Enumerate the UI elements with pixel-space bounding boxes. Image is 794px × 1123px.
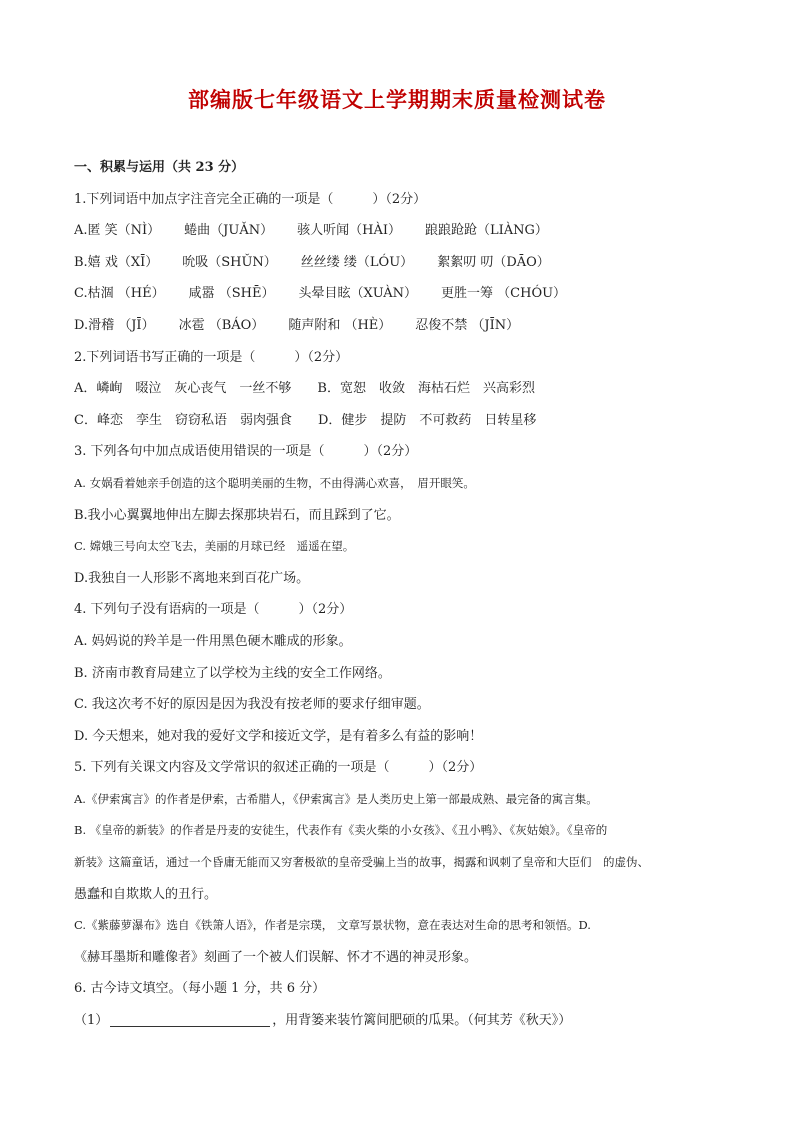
option-word: 忍俊不禁 （JĪN） xyxy=(415,317,520,333)
page-title: 部编版七年级语文上学期期末质量检测试卷 xyxy=(188,88,606,112)
option-word: 头晕目眩（XUÀN） xyxy=(298,286,418,302)
question-4-option-c: C. 我这次考不好的原因是因为我没有按老师的要求仔细审题。 xyxy=(74,697,430,713)
question-2-stem: 2.下列词语书写正确的一项是（ ）（2分） xyxy=(74,349,349,365)
question-4-option-d: D. 今天想来，她对我的爱好文学和接近文学，是有着多么有益的影响！ xyxy=(74,728,483,744)
question-4-option-b: B. 济南市教育局建立了以学校为主线的安全工作网络。 xyxy=(74,665,391,681)
question-5-option-a: A.《伊索寓言》的作者是伊索，古希腊人，《伊索寓言》是人类历史上第一部最成熟、最完备的寓言集。 xyxy=(74,791,598,806)
question-5-option-d: 《赫耳墨斯和雕像者》刻画了一个被人们误解、怀才不遇的神灵形象。 xyxy=(74,949,478,965)
question-5-option-c: C.《紫藤萝瀑布》选自《铁箫人语》，作者是宗璞， 文章写景状物，意在表达对生命的思考和领悟。D. xyxy=(74,918,591,933)
question-5-option-b-line1: B. 《皇帝的新装》的作者是丹麦的安徒生，代表作有《卖火柴的小女孩》、《丑小鸭》、《灰姑娘》。《皇帝的 xyxy=(74,823,608,838)
option-word: 随声附和 （HÈ） xyxy=(288,317,392,333)
option-word: A.匿 笑（NÌ） xyxy=(74,223,161,239)
question-1-option-c xyxy=(74,278,734,310)
fill-in-blank[interactable] xyxy=(110,1012,270,1027)
option-word: 冰雹 （BÁO） xyxy=(178,317,265,333)
question-2-options-ab: A．嶙峋 啜泣 灰心丧气 一丝不够 B．宽恕 收敛 海枯石烂 兴高彩烈 xyxy=(74,381,535,397)
option-word: 絮絮叨 叨（DĀO） xyxy=(437,254,550,270)
question-6-item-1 xyxy=(74,1005,734,1037)
question-2-options-cd: C．峰恋 孪生 窃窃私语 弱肉强食 D．健步 提防 不可救药 日转星移 xyxy=(74,412,537,428)
option-word: 蜷曲（JUǍN） xyxy=(184,223,274,239)
option-word: 吮吸（SHǓN） xyxy=(182,254,277,270)
question-6-stem: 6. 古今诗文填空。（每小题 1 分，共 6 分） xyxy=(74,981,326,997)
question-3-option-a: A. 女娲看着她亲手创造的这个聪明美丽的生物，不由得满心欢喜， 眉开眼笑。 xyxy=(74,475,475,490)
question-1-option-a xyxy=(74,215,734,247)
section-heading: 一、积累与运用（共 23 分） xyxy=(74,160,245,175)
question-1-option-b xyxy=(74,247,734,279)
question-5-option-b-line3: 愚蠢和自欺欺人的丑行。 xyxy=(74,886,218,902)
option-word: C.枯涸 （HÉ） xyxy=(74,286,165,302)
question-3-option-d: D.我独自一人形影不离地来到百花广场。 xyxy=(74,570,310,586)
item-number: （1） xyxy=(74,1013,109,1029)
question-1-stem: 1.下列词语中加点字注音完全正确的一项是（ ）（2分） xyxy=(74,191,427,207)
question-3-option-b: B.我小心翼翼地伸出左脚去探那块岩石，而且踩到了它。 xyxy=(74,507,400,523)
option-word: 丝丝缕 缕（LÓU） xyxy=(300,254,414,270)
option-word: 咸嚣 （SHĒ） xyxy=(188,286,275,302)
option-word: 踉踉跄跄（LIÀNG） xyxy=(424,223,548,239)
question-4-option-a: A. 妈妈说的羚羊是一件用黑色硬木雕成的形象。 xyxy=(74,633,352,649)
option-word: 骇人听闻（HÀI） xyxy=(297,223,401,239)
item-text: ，用背篓来装竹篱间肥硕的瓜果。（何其芳《秋天》） xyxy=(272,1013,572,1029)
option-word: B.嬉 戏（XĪ） xyxy=(74,254,159,270)
question-1-option-d xyxy=(74,310,734,342)
question-3-option-c: C. 嫦娥三号向太空飞去，美丽的月球已经 遥遥在望。 xyxy=(74,539,355,554)
question-3-stem: 3. 下列各句中加点成语使用错误的一项是（ ）（2分） xyxy=(74,444,418,460)
option-word: D.滑稽 （JĪ） xyxy=(74,317,155,333)
exam-content xyxy=(74,152,734,1037)
question-4-stem: 4. 下列句子没有语病的一项是（ ）（2分） xyxy=(74,602,353,618)
question-5-option-b-line2: 新装》这篇童话，通过一个昏庸无能而又穷奢极欲的皇帝受骗上当的故事，揭露和讽刺了皇帝和大臣们 的虚伪、 xyxy=(74,855,649,870)
option-word: 更胜一筹 （CHÓU） xyxy=(441,286,567,302)
question-5-stem: 5. 下列有关课文内容及文学常识的叙述正确的一项是（ ）（2分） xyxy=(74,760,483,776)
